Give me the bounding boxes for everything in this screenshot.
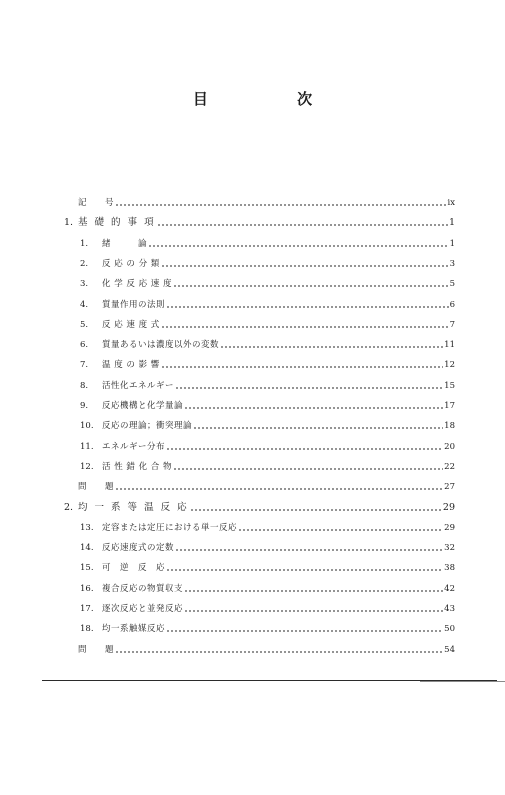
toc-page-number: 3	[449, 258, 455, 269]
toc-row	[80, 442, 455, 452]
toc-page-number: 17	[444, 401, 455, 411]
bottom-rule-tail	[420, 681, 505, 682]
toc-page-number: 42	[444, 583, 455, 594]
toc-page-number: 29	[444, 522, 455, 533]
toc-row	[78, 645, 455, 655]
toc-row	[80, 523, 455, 533]
toc-row	[80, 624, 455, 634]
toc-number: 5.	[80, 319, 89, 330]
toc-number: 2.	[80, 258, 89, 269]
toc-row	[80, 239, 455, 249]
toc-leader-dots	[173, 468, 443, 470]
toc-leader-dots	[184, 407, 443, 409]
toc-page-number: 32	[444, 543, 455, 554]
toc-label: 反応機構と化学量論	[102, 401, 184, 411]
toc-row	[80, 584, 455, 594]
toc-leader-dots	[115, 651, 443, 653]
toc-number: 1.	[64, 217, 74, 229]
toc-label: 問 題	[78, 644, 115, 655]
toc-leader-dots	[166, 569, 443, 571]
toc-label: 活性化エネルギー	[102, 380, 175, 391]
table-of-contents	[0, 198, 505, 655]
toc-leader-dots	[148, 245, 449, 247]
toc-leader-dots	[175, 549, 443, 551]
toc-leader-dots	[161, 265, 449, 267]
toc-label: 質量あるいは濃度以外の変数	[102, 340, 220, 351]
toc-row	[80, 543, 455, 553]
toc-row	[78, 198, 455, 208]
toc-label: 化 学 反 応 速 度	[102, 279, 173, 290]
toc-leader-dots	[190, 509, 442, 511]
toc-leader-dots	[166, 448, 443, 450]
toc-chapter-row	[64, 218, 455, 228]
toc-number: 14.	[80, 543, 94, 554]
toc-page-number: 18	[444, 421, 455, 432]
toc-row	[80, 279, 455, 289]
toc-row	[80, 300, 455, 310]
toc-label: 基 礎 的 事 項	[78, 217, 156, 229]
toc-leader-dots	[161, 366, 443, 368]
toc-leader-dots	[161, 326, 449, 328]
toc-row	[80, 320, 455, 330]
toc-row	[80, 563, 455, 573]
toc-label: 均 一 系 等 温 反 応	[78, 501, 189, 513]
toc-label: 問 題	[78, 482, 115, 493]
toc-number: 10.	[80, 421, 94, 432]
toc-number: 4.	[80, 299, 89, 310]
toc-row	[80, 462, 455, 472]
toc-label: 逐次反応と並発反応	[102, 604, 184, 614]
toc-label: 緒 論	[102, 238, 148, 249]
toc-row	[80, 340, 455, 350]
toc-page-number: 20	[444, 441, 455, 452]
toc-leader-dots	[166, 306, 449, 308]
toc-leader-dots	[115, 488, 443, 490]
toc-number: 17.	[80, 604, 94, 614]
toc-leader-dots	[193, 427, 443, 429]
toc-number: 11.	[80, 441, 94, 452]
toc-page-number: 15	[444, 380, 455, 391]
page-title: 目 次	[192, 90, 355, 108]
toc-chapter-row	[64, 503, 455, 513]
toc-label: 質量作用の法則	[102, 299, 166, 310]
toc-number: 1.	[80, 238, 89, 249]
toc-page-number: 29	[442, 501, 455, 513]
toc-page-number: 12	[444, 360, 455, 371]
toc-page-number: 38	[444, 563, 455, 574]
toc-row	[80, 421, 455, 431]
toc-label: 反 応 の 分 類	[102, 258, 160, 269]
toc-number: 9.	[80, 401, 89, 411]
toc-label: 可 逆 反 応	[102, 563, 166, 574]
toc-leader-dots	[238, 529, 443, 531]
toc-page-number: 1	[448, 217, 455, 229]
toc-leader-dots	[220, 346, 443, 348]
toc-number: 15.	[80, 563, 94, 574]
toc-row	[80, 401, 455, 411]
toc-page-number: 22	[444, 461, 455, 472]
toc-label: エネルギー分布	[102, 441, 166, 452]
toc-label: 活 性 錯 化 合 物	[102, 461, 173, 472]
toc-number: 13.	[80, 522, 94, 533]
toc-row	[80, 381, 455, 391]
toc-label: 記 号	[78, 198, 115, 208]
toc-number: 18.	[80, 624, 94, 635]
toc-label: 反 応 速 度 式	[102, 319, 160, 330]
toc-page-number: 1	[449, 238, 455, 249]
toc-page-number: 7	[449, 319, 455, 330]
toc-row	[80, 360, 455, 370]
toc-leader-dots	[115, 204, 446, 206]
toc-page-number: 43	[444, 604, 455, 614]
toc-leader-dots	[166, 630, 443, 632]
toc-page-number: 5	[449, 279, 455, 290]
toc-page-number: 6	[449, 299, 455, 310]
toc-label: 反応の理論；衝突理論	[102, 421, 193, 432]
toc-number: 6.	[80, 340, 89, 351]
toc-label: 均一系触媒反応	[102, 624, 166, 635]
toc-number: 2.	[64, 501, 74, 513]
toc-label: 温 度 の 影 響	[102, 360, 160, 371]
toc-label: 複合反応の物質収支	[102, 583, 184, 594]
toc-label: 反応速度式の定数	[102, 543, 175, 554]
toc-row	[78, 482, 455, 492]
toc-leader-dots	[173, 285, 449, 287]
toc-page-number: 11	[444, 340, 455, 351]
toc-page-number: 54	[444, 644, 455, 655]
toc-number: 7.	[80, 360, 89, 371]
toc-page-number: 27	[444, 482, 455, 493]
toc-row	[80, 604, 455, 614]
toc-leader-dots	[184, 610, 443, 612]
toc-leader-dots	[175, 387, 443, 389]
toc-number: 12.	[80, 461, 94, 472]
toc-leader-dots	[184, 590, 443, 592]
toc-number: 8.	[80, 380, 89, 391]
toc-page-number: ix	[447, 198, 455, 208]
toc-row	[80, 259, 455, 269]
toc-page-number: 50	[444, 624, 455, 635]
toc-number: 3.	[80, 279, 89, 290]
toc-label: 定容または定圧における単一反応	[102, 522, 238, 533]
toc-number: 16.	[80, 583, 94, 594]
toc-leader-dots	[157, 224, 448, 226]
